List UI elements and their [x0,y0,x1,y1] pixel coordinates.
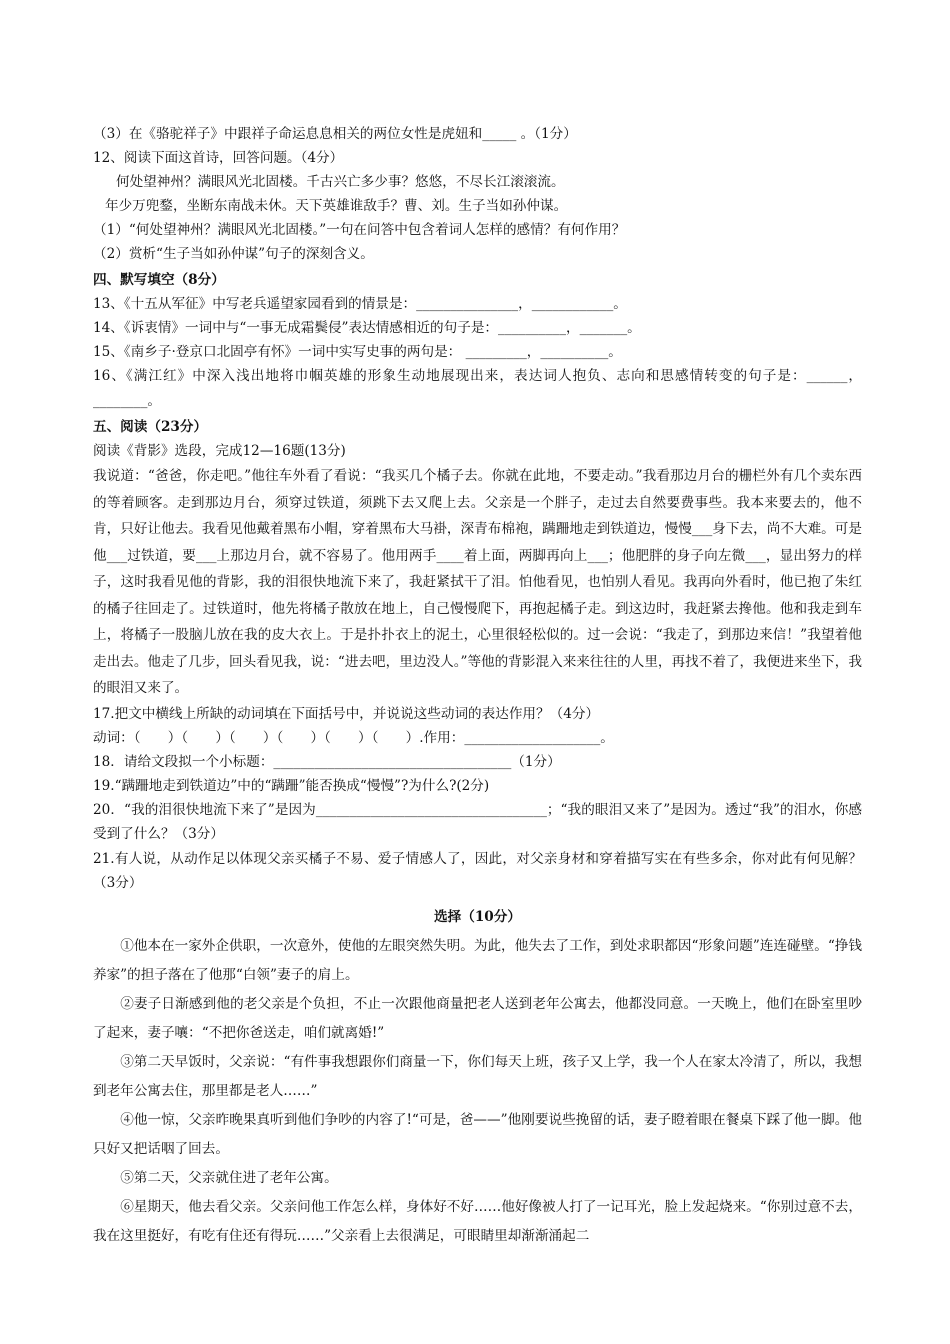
beiying-passage: 我说道：“爸爸，你走吧。”他往车外看了看说：“我买几个橘子去。你就在此地，不要走动。”我看那边月台的栅栏外有几个卖东西的等着顾客。走到那边月台，须穿过铁道，须跳下去又爬上去。父亲是一个胖子，走过去自然要费事些。我本来要去的，他不肯，只好让他去。我看见他戴着黑布小帽，穿着黑布大马褂，深青布棉袍，蹒跚地走到铁道边，慢慢___身下去，尚不大难。可是他___过铁道，要___上那边月台，就不容易了。他用两手____着上面，两脚再向上___；他肥胖的身子向左微___，显出努力的样子，这时我看见他的背影，我的泪很快地流下来了，我赶紧拭干了泪。怕他看见，也怕别人看见。我再向外看时，他已抱了朱红的橘子往回走了。过铁道时，他先将橘子散放在地上，自己慢慢爬下，再抱起橘子走。到这边时，我赶紧去搀他。他和我走到车上，将橘子一股脑儿放在我的皮大衣上。于是扑扑衣上的泥土，心里很轻松似的。过一会说：“我走了，到那边来信！”我望着他走出去。他走了几步，回头看见我，说：“进去吧，里边没人。”等他的背影混入来来往往的人里，再找不着了，我便进来坐下，我的眼泪又来了。 [93,468,862,696]
q16: 16、《满江红》中深入浅出地将巾帼英雄的形象生动地展现出来，表达词人抱负、志向和思感情转变的句子是：______，________。 [93,368,862,409]
story-paragraph-3: ③第二天早饭时，父亲说：“有件事我想跟你们商量一下，你们每天上班，孩子又上学，我一个人在家太冷清了，所以，我想到老年公寓去住，那里都是老人……” [93,1053,862,1099]
q17: 17.把文中横线上所缺的动词填在下面括号中，并说说这些动词的表达作用？（4分） [93,705,600,722]
q21: 21.有人说，从动作足以体现父亲买橘子不易、爱子情感人了，因此，对父亲身材和穿着描写实在有些多余，你对此有何见解？（3分） [93,850,862,891]
q14: 14、《诉衷情》一词中与“一事无成霜鬓侵”表达情感相近的句子是：__________，_______。 [93,320,641,336]
story-title: 选择（10分） [434,908,521,925]
q11-part3: （3）在《骆驼祥子》中跟祥子命运息息相关的两位女性是虎妞和_____ 。（1分） [93,126,577,142]
story-paragraph-5: ⑤第二天，父亲就住进了老年公寓。 [120,1169,338,1186]
story-paragraph-2: ②妻子日渐感到他的老父亲是个负担，不止一次跟他商量把老人送到老年公寓去，他都没同意。一天晚上，他们在卧室里吵了起来，妻子嚷：“不把你爸送走，咱们就离婚!” [93,995,862,1041]
story-paragraph-6: ⑥星期天，他去看父亲。父亲问他工作怎么样，身体好不好……他好像被人打了一记耳光，脸上发起烧来。“你别过意不去，我在这里挺好，有吃有住还有得玩……”父亲看上去很满足，可眼睛里却渐渐涌起二 [93,1198,862,1244]
section5-intro: 阅读《背影》选段，完成12—16题(13分) [93,443,346,459]
section4-heading: 四、默写填空（8分） [93,272,225,288]
q13: 13、《十五从军征》中写老兵遥望家园看到的情景是：_______________，____________。 [93,296,627,312]
q19: 19.“蹒跚地走到铁道边”中的“蹒跚”能否换成“慢慢”?为什么?(2分) [93,777,490,794]
story-paragraph-1: ①他本在一家外企供职，一次意外，使他的左眼突然失明。为此，他失去了工作，到处求职都因“形象问题”连连碰壁。“挣钱养家”的担子落在了他那“白领”妻子的肩上。 [93,937,862,983]
q12-part2: （2）赏析“生子当如孙仲谋”句子的深刻含义。 [93,246,374,262]
poem-line-1: 何处望神州？满眼风光北固楼。千古兴亡多少事？悠悠，不尽长江滚滚流。 [116,174,565,190]
story-paragraph-4: ④他一惊，父亲昨晚果真听到他们争吵的内容了!“可是，爸——”他刚要说些挽留的话，妻子瞪着眼在餐桌下踩了他一脚。他只好又把话咽了回去。 [93,1111,862,1157]
q20: 20．“我的泪很快地流下来了”是因为__________________________________；“我的眼泪又来了”是因为。透过“我”的泪水，你感受到了什么？（3分） [93,801,862,842]
q18: 18．请给文段拟一个小标题：___________________________________（1分） [93,753,561,770]
q17-answer: 动词：（ ）（ ）（ ）（ ）（ ）（ ）.作用：____________________。 [93,729,614,746]
q15: 15、《南乡子·登京口北固亭有怀》一词中实写史事的两句是： _________，__________。 [93,344,622,360]
q12-part1: （1）“何处望神州？满眼风光北固楼。”一句在问答中包含着词人怎样的感情？有何作用？ [93,222,626,238]
q12-prompt: 12、阅读下面这首诗，回答问题。（4分） [93,150,344,166]
poem-line-2: 年少万兜鍪，坐断东南战未休。天下英雄谁敌手？曹、刘。生子当如孙仲谋。 [105,198,568,214]
section5-heading: 五、阅读（23分） [93,419,208,435]
